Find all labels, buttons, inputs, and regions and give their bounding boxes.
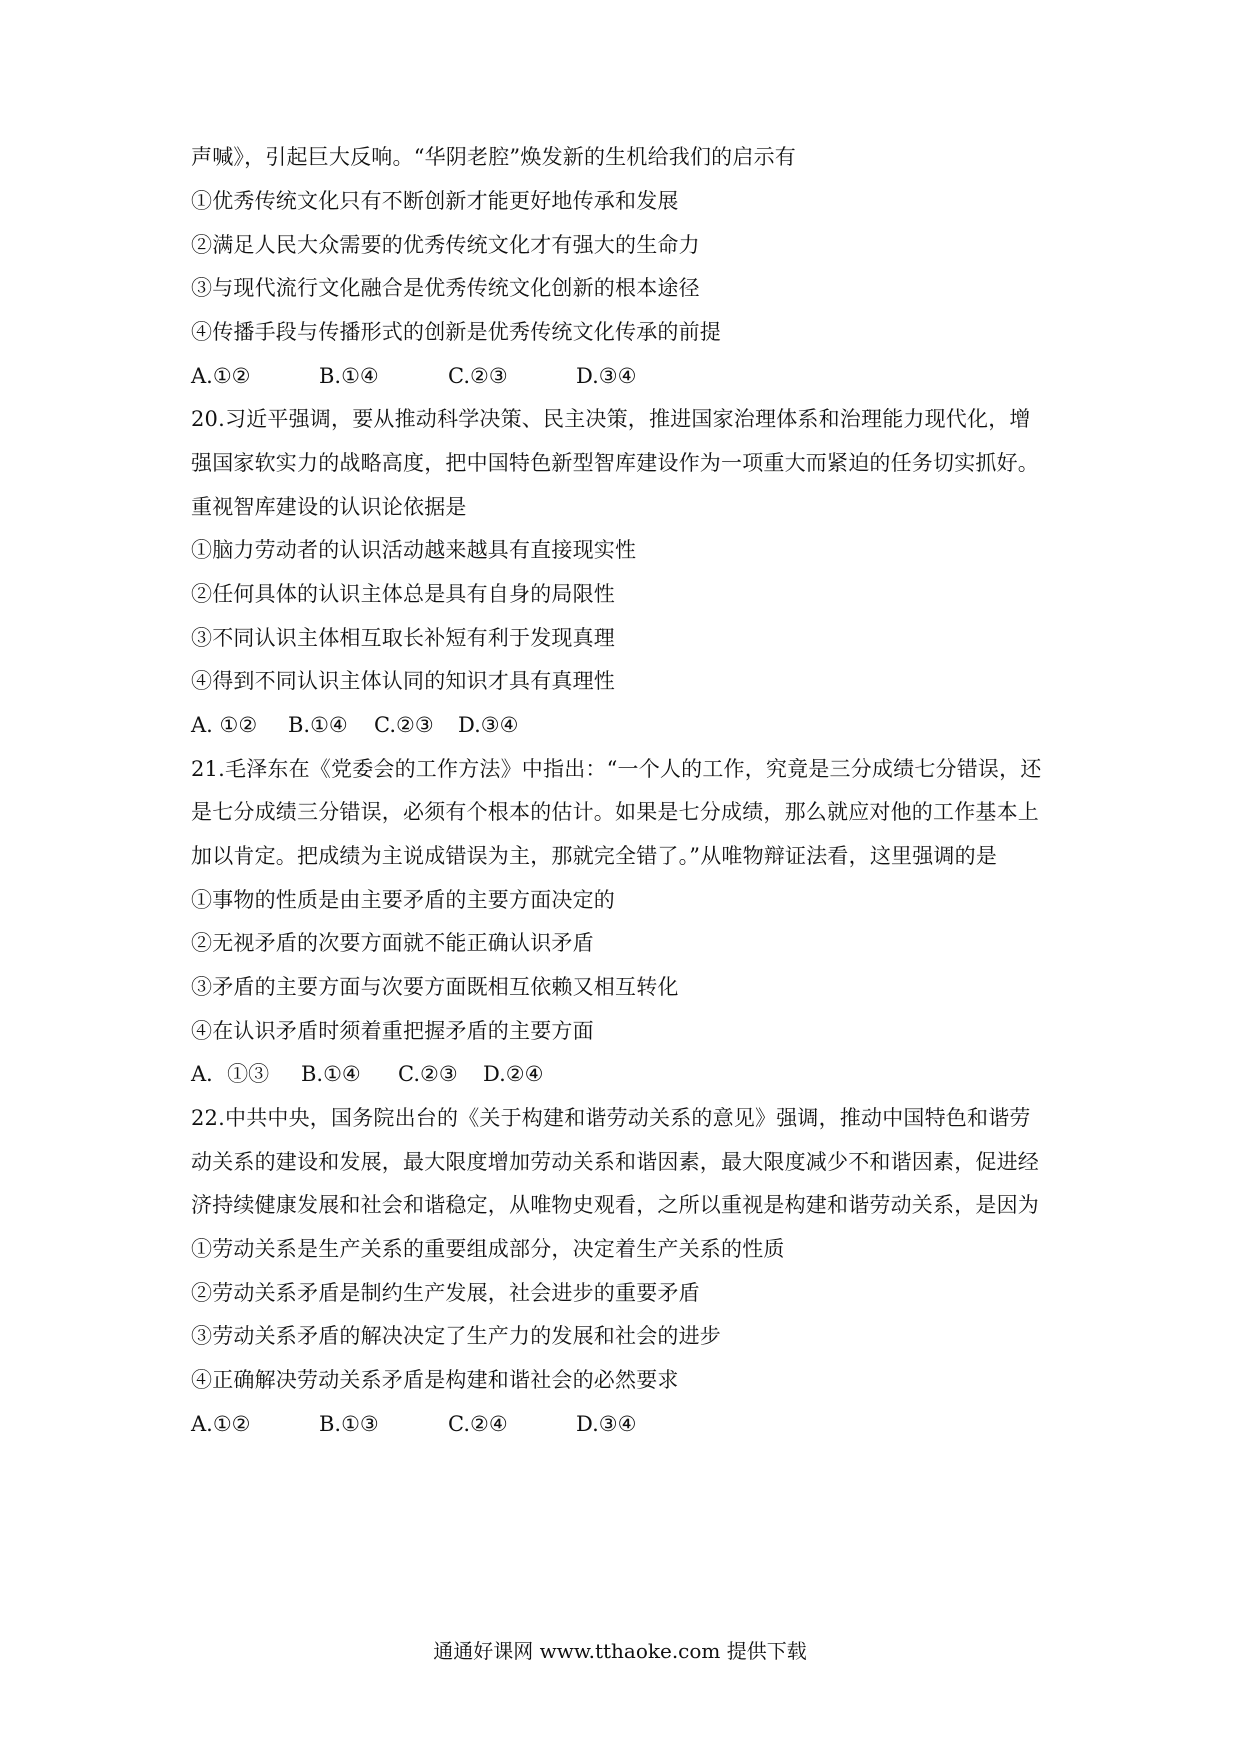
q20-option-d: D.③④: [458, 713, 519, 737]
q19-item-3: ③与现代流行文化融合是优秀传统文化创新的根本途径: [191, 276, 700, 300]
q20-stem-line-1: 20.习近平强调，要从推动科学决策、民主决策，推进国家治理体系和治理能力现代化，增: [191, 407, 1031, 431]
q21-item-2: ②无视矛盾的次要方面就不能正确认识矛盾: [191, 931, 594, 955]
q20-option-a: A. ①②: [191, 713, 258, 737]
q21-option-a: A．①③: [191, 1062, 270, 1086]
q21-item-3: ③矛盾的主要方面与次要方面既相互依赖又相互转化: [191, 975, 679, 999]
q20-stem-line-2: 强国家软实力的战略高度，把中国特色新型智库建设作为一项重大而紧迫的任务切实抓好。: [191, 451, 1039, 475]
q19-option-d: D.③④: [576, 364, 637, 388]
q19-option-c: C.②③: [448, 364, 508, 388]
q21-option-d: D.②④: [483, 1062, 544, 1086]
q20-stem-line-3: 重视智库建设的认识论依据是: [191, 495, 467, 519]
q19-item-4: ④传播手段与传播形式的创新是优秀传统文化传承的前提: [191, 320, 721, 344]
q21-option-b: B.①④: [301, 1062, 361, 1086]
q21-stem-line-1: 21.毛泽东在《党委会的工作方法》中指出：“一个人的工作，究竟是三分成绩七分错误，还: [191, 757, 1042, 781]
q19-option-b: B.①④: [319, 364, 379, 388]
q21-item-1: ①事物的性质是由主要矛盾的主要方面决定的: [191, 888, 615, 912]
q20-options: [191, 710, 518, 740]
q21-item-4: ④在认识矛盾时须着重把握矛盾的主要方面: [191, 1019, 594, 1043]
q22-option-a: A.①②: [191, 1412, 251, 1436]
q21-stem-line-2: 是七分成绩三分错误，必须有个根本的估计。如果是七分成绩，那么就应对他的工作基本上: [191, 800, 1039, 824]
q19-options: [191, 361, 636, 391]
q21-options: [191, 1059, 543, 1089]
q22-option-b: B.①③: [319, 1412, 379, 1436]
q19-item-1: ①优秀传统文化只有不断创新才能更好地传承和发展: [191, 189, 679, 213]
q19-option-a: A.①②: [191, 364, 251, 388]
q22-item-1: ①劳动关系是生产关系的重要组成部分，决定着生产关系的性质: [191, 1237, 785, 1261]
q20-option-c: C.②③: [374, 713, 434, 737]
q22-stem-line-2: 动关系的建设和发展，最大限度增加劳动关系和谐因素，最大限度减少不和谐因素，促进经: [191, 1150, 1039, 1174]
q20-option-b: B.①④: [288, 713, 348, 737]
q19-stem-line: 声喊》，引起巨大反响。“华阴老腔”焕发新的生机给我们的启示有: [191, 145, 796, 169]
q19-item-2: ②满足人民大众需要的优秀传统文化才有强大的生命力: [191, 233, 700, 257]
q22-stem-line-1: 22.中共中央，国务院出台的《关于构建和谐劳动关系的意见》强调，推动中国特色和谐劳: [191, 1106, 1031, 1130]
q20-item-2: ②任何具体的认识主体总是具有自身的局限性: [191, 582, 615, 606]
q22-options: [191, 1409, 636, 1439]
q22-item-3: ③劳动关系矛盾的解决决定了生产力的发展和社会的进步: [191, 1324, 721, 1348]
q22-item-2: ②劳动关系矛盾是制约生产发展，社会进步的重要矛盾: [191, 1281, 700, 1305]
q20-item-3: ③不同认识主体相互取长补短有利于发现真理: [191, 626, 615, 650]
q22-stem-line-3: 济持续健康发展和社会和谐稳定，从唯物史观看，之所以重视是构建和谐劳动关系，是因为: [191, 1193, 1039, 1217]
q21-option-c: C.②③: [398, 1062, 458, 1086]
q20-item-1: ①脑力劳动者的认识活动越来越具有直接现实性: [191, 538, 637, 562]
q21-stem-line-3: 加以肯定。把成绩为主说成错误为主，那就完全错了。”从唯物辩证法看，这里强调的是: [191, 844, 998, 868]
q22-item-4: ④正确解决劳动关系矛盾是构建和谐社会的必然要求: [191, 1368, 679, 1392]
q22-option-c: C.②④: [448, 1412, 508, 1436]
q22-option-d: D.③④: [576, 1412, 637, 1436]
page-footer: 通通好课网 www.tthaoke.com 提供下载: [433, 1639, 807, 1663]
q20-item-4: ④得到不同认识主体认同的知识才具有真理性: [191, 669, 615, 693]
